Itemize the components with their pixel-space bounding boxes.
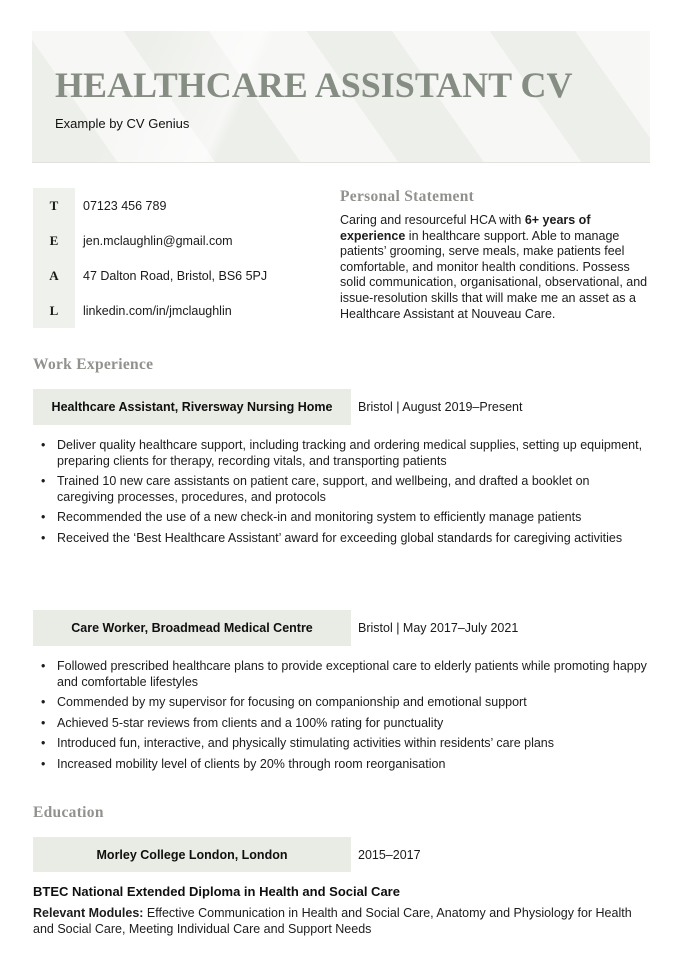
work-experience-heading: Work Experience	[33, 356, 154, 373]
contact-section	[33, 188, 333, 328]
personal-statement-heading: Personal Statement	[340, 188, 475, 205]
relevant-modules-text: Effective Communication in Health and Social Care, Anatomy and Physiology for Health and Social Care, Meeting Individual Care and Support Needs	[33, 906, 632, 936]
contact-row-email	[33, 223, 333, 258]
education-heading: Education	[33, 804, 104, 821]
statement-text-post: in healthcare support. Able to manage patients’ grooming, serve meals, make patients feel comfortable, and monitor health conditions. Possess solid communication, organisational, observational, and issue-resolution skills that will make me an asset as a Healthcare Assistant at Nouveau Care.	[340, 228, 648, 321]
page-title: HEALTHCARE ASSISTANT CV	[55, 65, 573, 105]
personal-statement-body	[340, 213, 652, 322]
bullet-item: • Introduced fun, interactive, and physically stimulating activities within residents’ care plans	[38, 736, 648, 752]
email-value: jen.mclaughlin@gmail.com	[83, 233, 233, 248]
contact-row-phone	[33, 188, 333, 223]
job-1-location-dates: Bristol | August 2019–Present	[358, 400, 523, 414]
email-label: E	[49, 232, 59, 248]
education-school-header	[33, 837, 650, 872]
job-1-title: Healthcare Assistant, Riversway Nursing Home	[51, 400, 333, 414]
page-subtitle: Example by CV Genius	[55, 116, 190, 131]
relevant-modules	[33, 906, 648, 938]
bullet-item: • Recommended the use of a new check-in and monitoring system to efficiently manage patients	[38, 510, 648, 526]
address-value: 47 Dalton Road, Bristol, BS6 5PJ	[83, 268, 268, 283]
job-2-header	[33, 610, 650, 646]
bullet-item: • Received the ‘Best Healthcare Assistant’ award for exceeding global standards for caregiving activities	[38, 531, 648, 547]
bullet-item: • Deliver quality healthcare support, including tracking and ordering medical supplies, setting up equipment, preparing clients for therapy, recording vitals, and transporting patients	[38, 438, 648, 469]
bullet-item: • Followed prescribed healthcare plans to provide exceptional care to elderly patients while promoting happy and comfortable lifestyles	[38, 659, 648, 690]
job-2-bullet-list	[38, 659, 648, 778]
bullet-item: • Commended by my supervisor for focusing on companionship and emotional support	[38, 695, 648, 711]
address-label: A	[49, 267, 59, 283]
statement-text-pre: Caring and resourceful HCA with	[340, 213, 525, 227]
relevant-modules-label: Relevant Modules:	[33, 906, 144, 920]
linkedin-value: linkedin.com/in/jmclaughlin	[83, 303, 232, 318]
degree-name: BTEC National Extended Diploma in Health and Social Care	[33, 884, 400, 899]
job-2-title: Care Worker, Broadmead Medical Centre	[71, 621, 313, 635]
contact-row-address	[33, 258, 333, 293]
job-2-location-dates: Bristol | May 2017–July 2021	[358, 621, 519, 635]
statement-text-bold: 6+ years of experience	[340, 213, 591, 243]
job-1-header	[33, 389, 650, 425]
linkedin-label: L	[49, 302, 59, 318]
personal-statement-section	[340, 188, 652, 322]
education-dates: 2015–2017	[358, 847, 421, 862]
phone-label: T	[49, 197, 59, 213]
bullet-item: • Increased mobility level of clients by 20% through room reorganisation	[38, 757, 648, 773]
bullet-item: • Trained 10 new care assistants on patient care, support, and wellbeing, and drafted a booklet on caregiving processes, procedures, and protocols	[38, 474, 648, 505]
job-2-title-box	[33, 610, 351, 646]
header-band	[32, 31, 650, 163]
contact-row-linkedin	[33, 293, 333, 328]
school-name: Morley College London, London	[96, 847, 288, 862]
phone-value: 07123 456 789	[83, 198, 167, 213]
school-title-box	[33, 837, 351, 872]
job-1-bullet-list	[38, 438, 648, 552]
job-1-title-box	[33, 389, 351, 425]
bullet-item: • Achieved 5-star reviews from clients and a 100% rating for punctuality	[38, 716, 648, 732]
